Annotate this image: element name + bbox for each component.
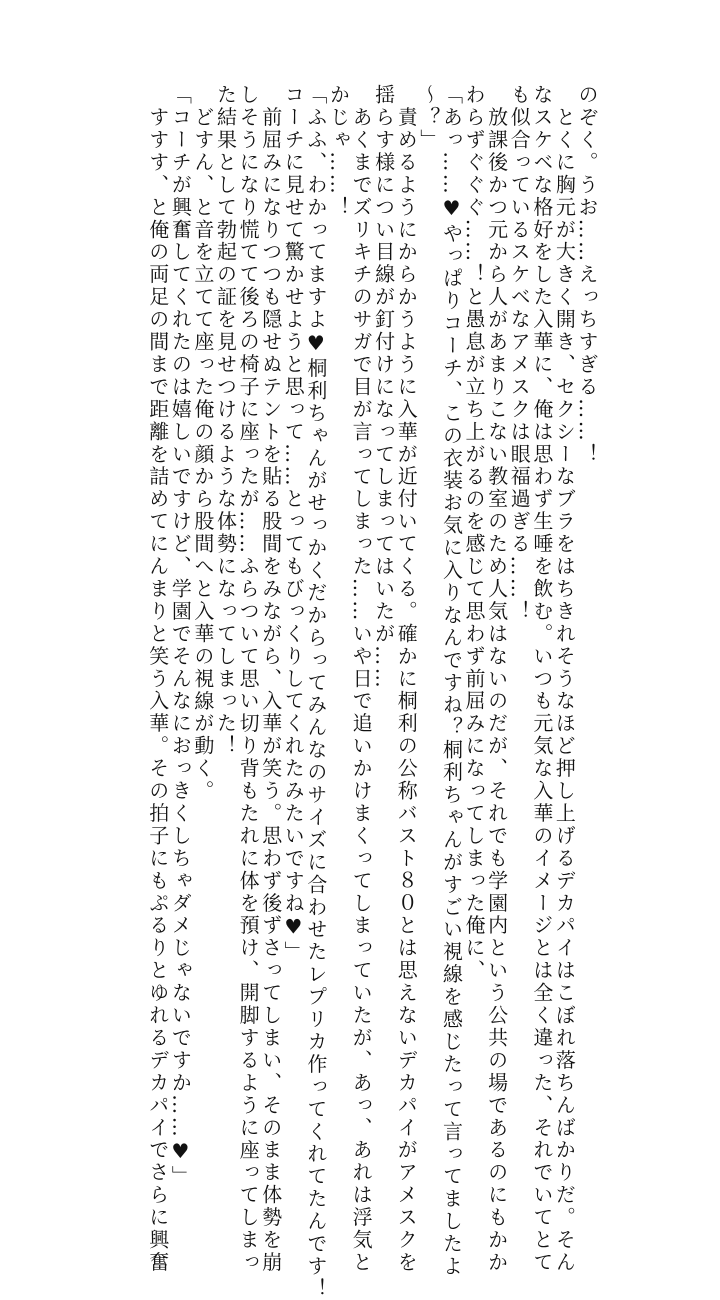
- text-column: 「ふふ、わかってますよ♥桐利ちゃんがせっかくだからってみんなのサイズに合わせたレプリカ作ってくれてたんです！: [303, 84, 328, 1300]
- text-column: も似合っているスケベなアメスクは眼福過ぎる……！: [507, 84, 532, 623]
- text-column: 責めるようにからかうように入華が近付いてくる。確かに桐利の公称バスト８０とは思えないデカパイがアメスクを: [394, 84, 419, 1274]
- text-column: わらずぐぐぐ……！と愚息が立ち上がるのを感じて思わず前屈みになってしまった俺に、: [462, 84, 487, 982]
- text-column: 前屈みになりつつも隠せぬテントを貼る股間をみながら、入華が笑う。思わず後ずさってしまい、そのまま体勢を崩: [258, 84, 283, 1274]
- text-column: のぞく。うお……えっちすぎる……！: [575, 84, 599, 466]
- text-column: 「あっ……♥やっぱりコーチ、この衣装お気に入りなんですね？桐利ちゃんがすごい視線を感じたって言ってましたよ: [439, 84, 464, 1278]
- text-column: どすん、と音を立てて座った俺の顔から股間へと入華の視線が動く。: [190, 84, 215, 803]
- text-column: かじゃ……！: [326, 84, 351, 219]
- text-column: た結果として勃起の証を見せつけるような体勢になってしまった！: [213, 84, 238, 758]
- text-column: 〜？」: [416, 84, 441, 152]
- text-column: 「コーチが興奮してくれたのは嬉しいですけど、学園でそんなにおっきくしちゃダメじゃないですか……♥」: [168, 84, 193, 1189]
- vertical-text-body: [145, 84, 599, 1300]
- text-column: 揺らす様につい目線が釘付けになってしまってはいたが……: [371, 84, 396, 691]
- text-column: 放課後かつ元から人があまりこない教室のため人気はないのだが、それでも学園内という公共の場であるのにもかか: [484, 84, 509, 1274]
- text-column: あくまでズリキチのサガで目が言ってしまった……いや日で追いかけまくってしまっていたが、あっ、あれは浮気と: [349, 84, 374, 1274]
- text-column: すすす、と俺の両足の間まで距離を詰めてにんまりと笑う入華。その拍子にもぷるりとゆれるデカパイでさらに興奮: [145, 84, 170, 1274]
- text-column: コーチに見せて驚かせようと思って……とってもびっくりしてくれたみたいですね♥」: [281, 84, 306, 964]
- text-column: しそうになり慌てて後ろの椅子に座ったが……ふらついて思い切り背もたれに体を預け、開脚するように座ってしまっ: [236, 84, 261, 1274]
- text-column: とくに胸元が大きく開き、セクシーなブラをはちきれそうなほど押し上げるデカパイはこぼれ落ちんばかりだ。そん: [552, 84, 577, 1274]
- text-column: なスケベな格好をした入華に、俺は思わず生唾を飲む。いつも元気な入華のイメージとは全く違った、それでいてとて: [529, 84, 554, 1274]
